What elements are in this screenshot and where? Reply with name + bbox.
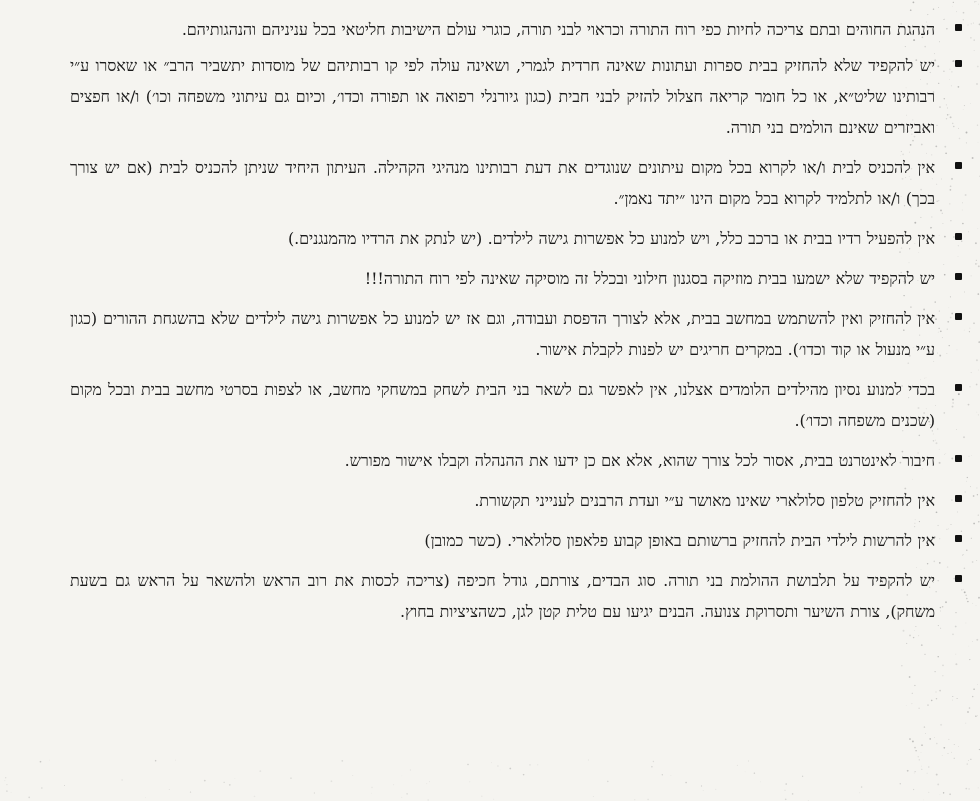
list-item <box>70 445 940 476</box>
square-bullet-icon <box>955 313 962 320</box>
list-item-text: אין להחזיק ואין להשתמש במחשב בבית, אלא לצורך הדפסת ועבודה, וגם אז יש למנוע כל אפשרות גישה לילדים שלא בהשגחת ההורים (כגון ע״י מנעול או קוד וכדו׳). במקרים חריגים יש לפנות לקבלת אישור. <box>70 309 935 359</box>
list-item-text: יש להקפיד שלא להחזיק בבית ספרות ועתונות שאינה חרדית לגמרי, ושאינה עולה לפי קו רבותיהם של מוסדות יתשביר הרב״ או שאסרו ע״י רבותינו שליט״א, או כל חומר קריאה חצלול להזיק לבני חבית (כגון גיורנלי רפואה או תפורה וכדו׳, וכיום גם עיתוני משפחה וכו׳) ו/או חפצים ואביזרים שאינם הולמים בני תורה. <box>70 56 935 137</box>
square-bullet-icon <box>955 162 962 169</box>
list-item <box>70 525 940 556</box>
list-item-text: אין להרשות לילדי הבית להחזיק ברשותם באופן קבוע פלאפון סלולארי. (כשר כמובן) <box>424 531 935 550</box>
list-item-text: הנהגת החוהים ובתם צריכה לחיות כפי רוח התורה וכראוי לבני תורה, כוגרי עולם הישיבות חליטאי בכל עניניהם והנהגותיהם. <box>181 20 935 39</box>
square-bullet-icon <box>955 384 962 391</box>
square-bullet-icon <box>955 60 962 67</box>
list-item <box>70 374 940 436</box>
square-bullet-icon <box>955 273 962 280</box>
list-item <box>70 152 940 214</box>
list-item-text: יש להקפיד שלא ישמעו בבית מוזיקה בסגנון חילוני ובכלל זה מוסיקה שאינה לפי רוח התורה!!! <box>364 269 935 288</box>
list-item <box>70 303 940 365</box>
square-bullet-icon <box>955 455 962 462</box>
list-item <box>70 223 940 254</box>
list-item <box>70 565 940 627</box>
square-bullet-icon <box>955 233 962 240</box>
list-item-text: אין להכניס לבית ו/או לקרוא בכל מקום עיתונים שנוגדים את דעת רבותינו מנהיגי הקהילה. העיתון היחיד שניתן להכניס לבית (אם יש צורך בכך) ו/או לתלמיד לקרוא בכל מקום הינו ״יתד נאמן״. <box>70 158 935 208</box>
list-item-text: חיבור לאינטרנט בבית, אסור לכל צורך שהוא, אלא אם כן ידעו את ההנהלה וקבלו אישור מפורש. <box>344 451 935 470</box>
list-item <box>70 485 940 516</box>
square-bullet-icon <box>955 24 962 31</box>
list-item-text: יש להקפיד על תלבושת ההולמת בני תורה. סוג הבדים, צורתם, גודל חכיפה (צריכה לכסות את רוב הראש ולהשאר על הראש גם בשעת משחק), צורת השיער ותסרוקת צנועה. הבנים יגיעו עם טלית קטן לגן, כשהציציות בחוץ. <box>70 571 935 621</box>
list-item-text: אין להחזיק טלפון סלולארי שאינו מאושר ע״י ועדת הרבנים לענייני תקשורת. <box>474 491 935 510</box>
square-bullet-icon <box>955 495 962 502</box>
list-item <box>70 14 940 45</box>
square-bullet-icon <box>955 535 962 542</box>
list-item-text: אין להפעיל רדיו בבית או ברכב כלל, ויש למנוע כל אפשרות גישה לילדים. (יש לנתק את הרדיו מהמנגנים.) <box>288 229 935 248</box>
list-item-text: בכדי למנוע נסיון מהילדים הלומדים אצלנו, אין לאפשר גם לשאר בני הבית לשחק במשחקי מחשב, או לצפות בסרטי מחשב בבית ובכל מקום (שכנים משפחה וכדו׳). <box>70 380 935 430</box>
list-item <box>70 50 940 143</box>
rules-list <box>70 14 940 636</box>
list-item <box>70 263 940 294</box>
square-bullet-icon <box>955 575 962 582</box>
